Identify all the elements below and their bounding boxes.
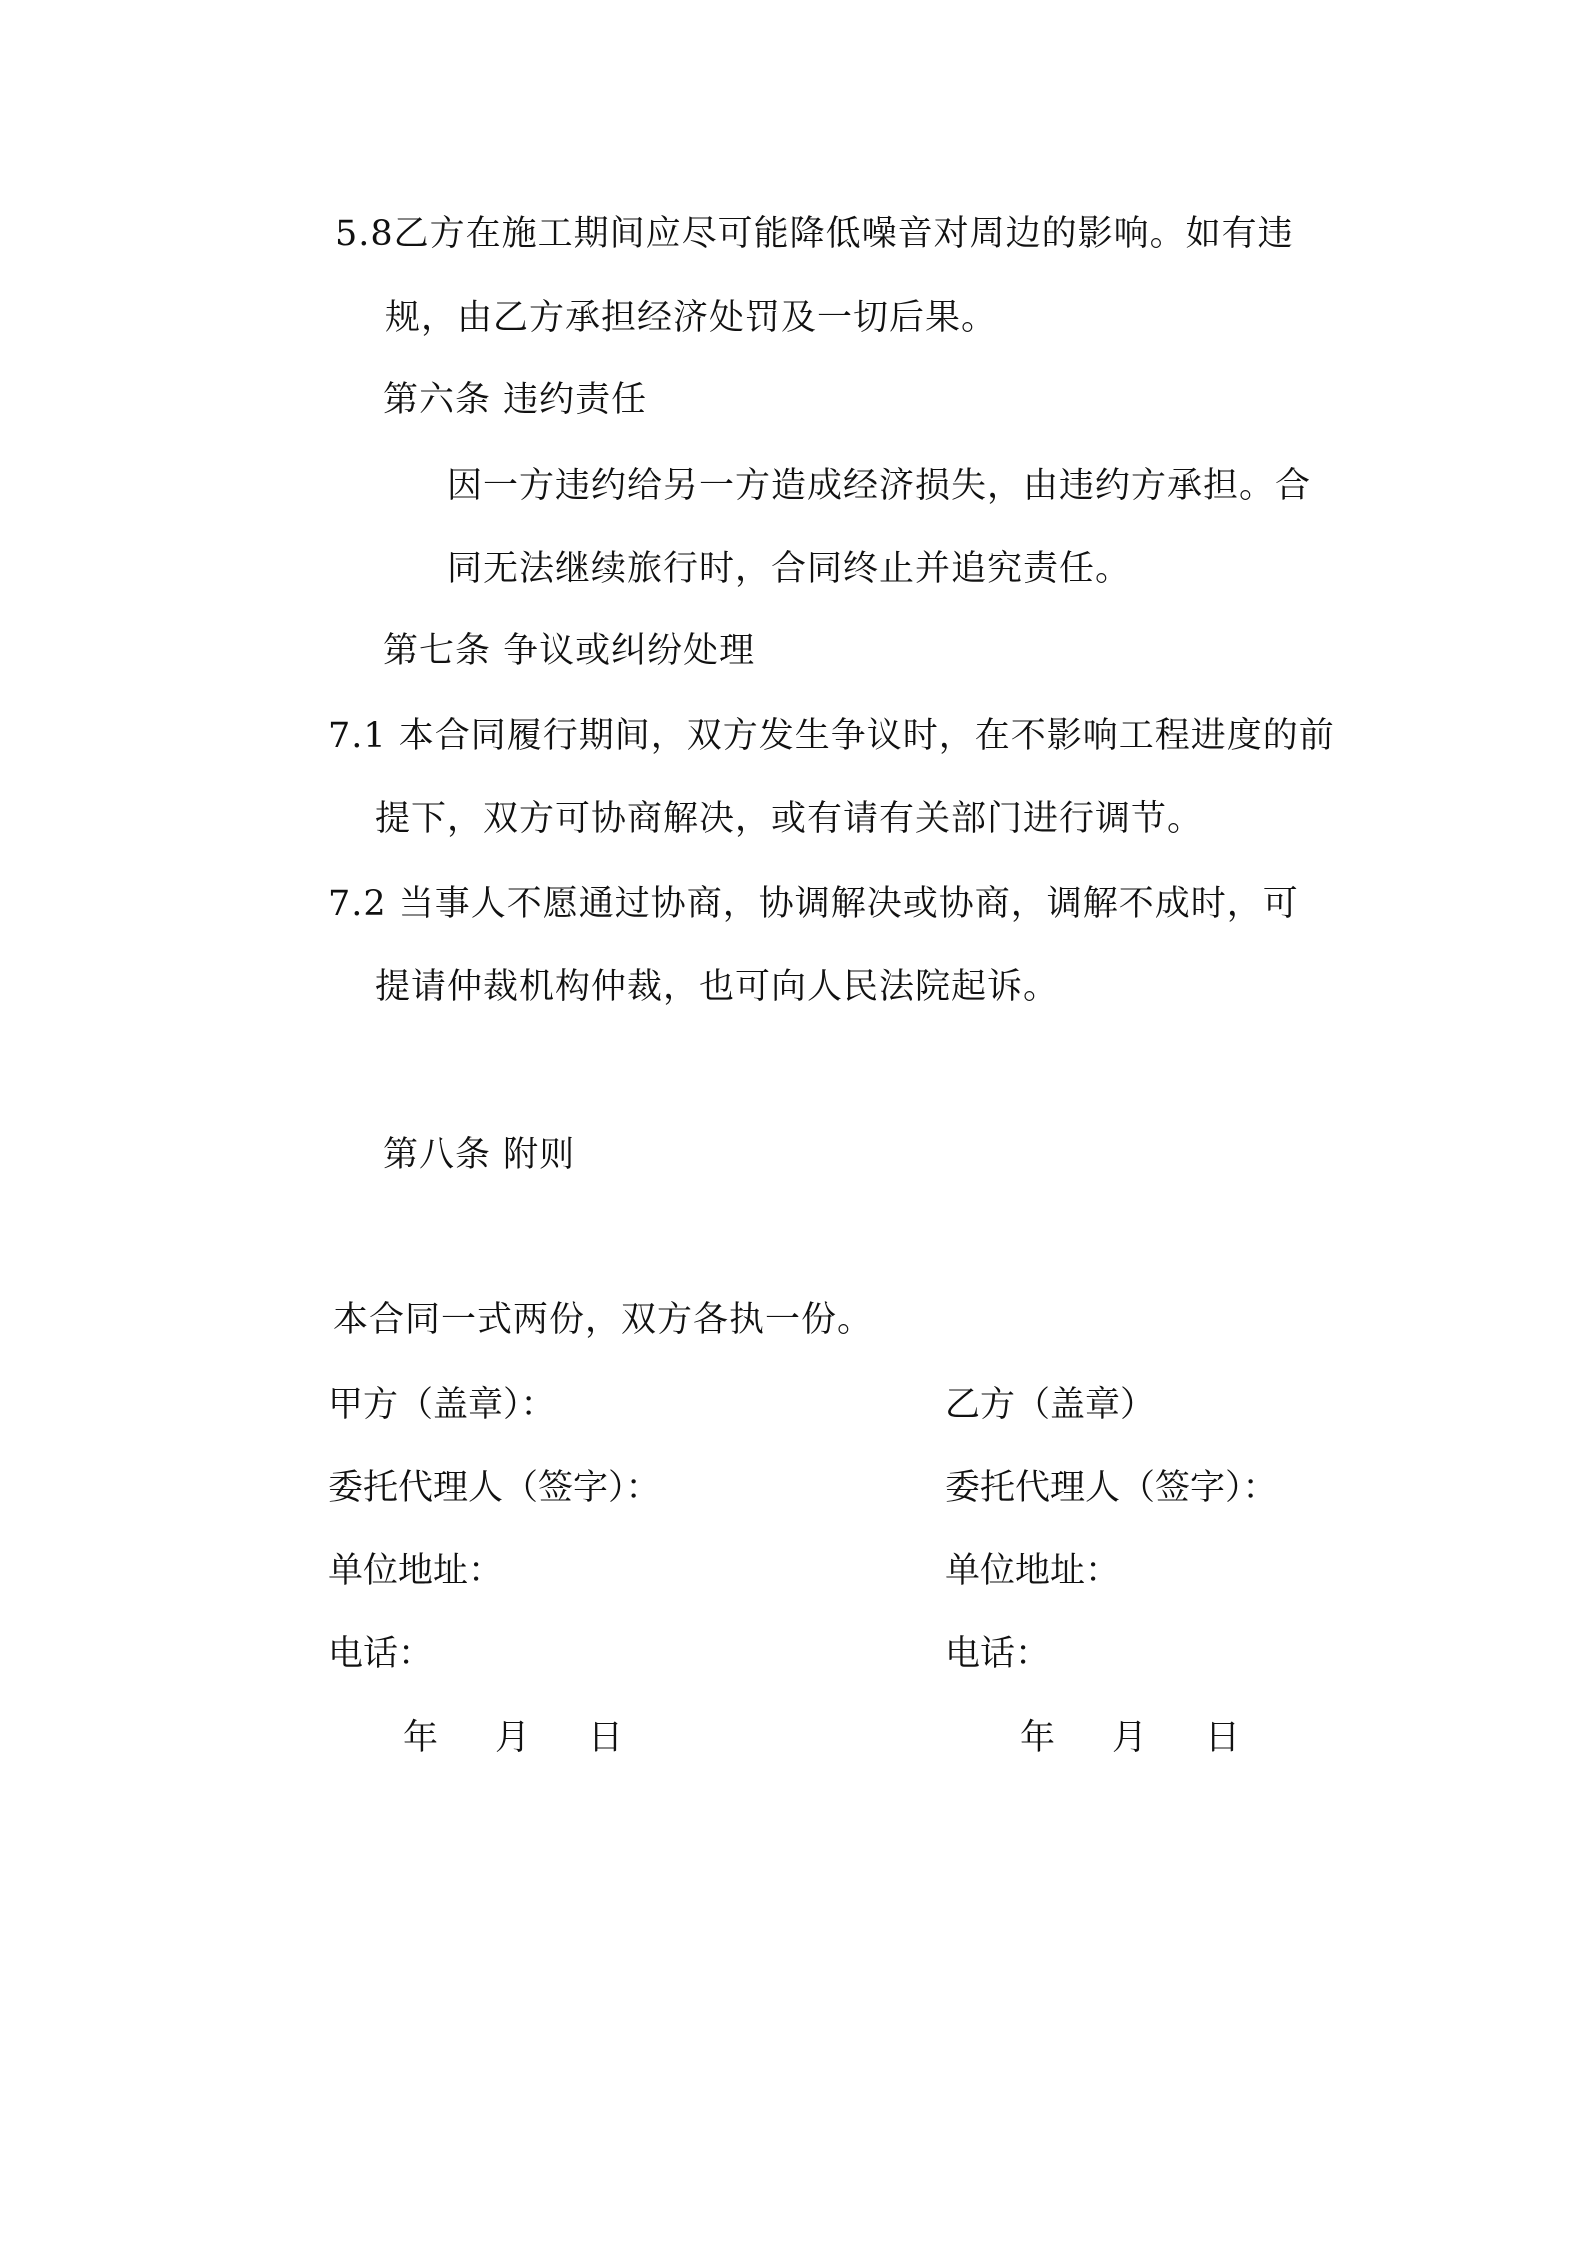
party-b-phone: 电话：	[945, 1634, 1051, 1674]
party-a-address: 单位地址：	[328, 1551, 504, 1591]
copies-statement: 本合同一式两份，双方各执一份。	[333, 1300, 874, 1340]
party-b-date-month: 月	[1112, 1718, 1148, 1758]
clause-7-2-line-2: 提请仲裁机构仲裁，也可向人民法院起诉。	[375, 967, 1060, 1007]
party-a-date-day: 日	[588, 1718, 624, 1758]
article-6-line-2: 同无法继续旅行时，合同终止并追究责任。	[447, 549, 1132, 589]
clause-7-2-line-1: 7.2 当事人不愿通过协商，协调解决或协商，调解不成时，可	[328, 884, 1299, 924]
party-b-agent: 委托代理人（签字）：	[945, 1468, 1278, 1508]
party-b-date-day: 日	[1205, 1718, 1241, 1758]
party-a-date-year: 年	[403, 1718, 439, 1758]
clause-5-8-line-2: 规，由乙方承担经济处罚及一切后果。	[385, 298, 998, 338]
party-a-seal: 甲方（盖章）：	[328, 1385, 556, 1425]
clause-5-8-line-1: 5.8乙方在施工期间应尽可能降低噪音对周边的影响。如有违	[335, 214, 1294, 254]
party-a-date-month: 月	[495, 1718, 531, 1758]
clause-7-1-line-1: 7.1 本合同履行期间，双方发生争议时，在不影响工程进度的前	[328, 716, 1335, 756]
party-b-seal: 乙方（盖章）	[945, 1385, 1156, 1425]
article-7-heading: 第七条 争议或纠纷处理	[383, 631, 756, 671]
clause-7-1-line-2: 提下，双方可协商解决，或有请有关部门进行调节。	[375, 799, 1204, 839]
party-b-date-year: 年	[1020, 1718, 1056, 1758]
party-a-agent: 委托代理人（签字）：	[328, 1468, 661, 1508]
party-a-phone: 电话：	[328, 1634, 434, 1674]
article-6-heading: 第六条 违约责任	[383, 380, 648, 420]
party-b-address: 单位地址：	[945, 1551, 1121, 1591]
article-8-heading: 第八条 附则	[383, 1135, 576, 1175]
article-6-line-1: 因一方违约给另一方造成经济损失，由违约方承担。合	[447, 466, 1312, 506]
